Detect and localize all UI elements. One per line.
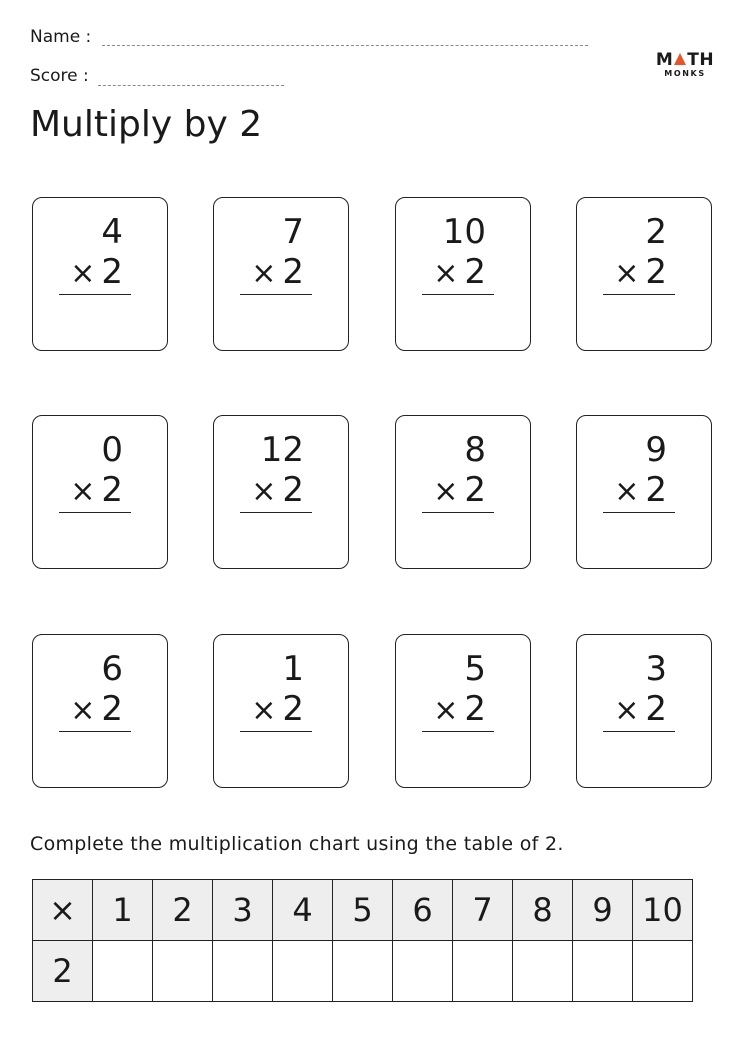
chart-answer-cell[interactable] — [93, 941, 153, 1002]
problem-multiplier-row — [70, 252, 123, 294]
problem-multiplier-row — [433, 252, 486, 294]
chart-row-header: 2 — [33, 941, 93, 1002]
problem-card[interactable] — [395, 634, 531, 788]
multiply-sign: × — [70, 474, 96, 509]
problem-multiplier: 2 — [464, 470, 486, 510]
chart-column-header: 5 — [333, 880, 393, 941]
problem-multiplier: 2 — [101, 252, 123, 292]
answer-line — [240, 512, 312, 513]
chart-answer-cell[interactable] — [573, 941, 633, 1002]
logo-triangle-icon — [674, 53, 686, 65]
logo-text-right: TH — [687, 50, 715, 70]
problem-multiplier-row — [251, 470, 304, 512]
multiply-sign: × — [433, 256, 459, 291]
logo-text-left: M — [655, 50, 674, 70]
chart-answer-cell[interactable] — [333, 941, 393, 1002]
answer-line — [59, 512, 131, 513]
problem-card[interactable] — [576, 634, 712, 788]
problem-card[interactable] — [395, 197, 531, 351]
problem-multiplicand: 10 — [442, 212, 486, 252]
chart-answer-cell[interactable] — [513, 941, 573, 1002]
answer-line — [422, 512, 494, 513]
problem-multiplicand: 3 — [645, 649, 667, 689]
chart-answer-cell[interactable] — [273, 941, 333, 1002]
problem-multiplier: 2 — [645, 470, 667, 510]
answer-line — [59, 731, 131, 732]
multiply-sign: × — [433, 693, 459, 728]
problem-multiplicand: 1 — [282, 649, 304, 689]
multiply-sign: × — [614, 474, 640, 509]
problem-card[interactable] — [32, 415, 168, 569]
chart-column-header: 4 — [273, 880, 333, 941]
answer-line — [603, 294, 675, 295]
problem-multiplier-row — [251, 252, 304, 294]
multiply-sign: × — [251, 693, 277, 728]
chart-answer-cell[interactable] — [213, 941, 273, 1002]
problem-multiplier-row — [614, 470, 667, 512]
answer-line — [603, 731, 675, 732]
answer-line — [59, 294, 131, 295]
chart-answer-cell[interactable] — [453, 941, 513, 1002]
problem-multiplicand: 8 — [464, 430, 486, 470]
problem-multiplicand: 12 — [260, 430, 304, 470]
problem-card[interactable] — [576, 415, 712, 569]
problem-multiplicand: 0 — [101, 430, 123, 470]
page-title: Multiply by 2 — [30, 104, 263, 145]
multiply-sign: × — [614, 256, 640, 291]
chart-header-row — [33, 880, 693, 941]
chart-corner-symbol: × — [33, 880, 93, 941]
chart-answer-cell[interactable] — [393, 941, 453, 1002]
multiply-sign: × — [433, 474, 459, 509]
problem-multiplicand: 2 — [645, 212, 667, 252]
name-label: Name : — [30, 27, 92, 47]
multiplication-chart — [32, 879, 693, 1002]
problem-card[interactable] — [32, 197, 168, 351]
answer-line — [240, 731, 312, 732]
problem-card[interactable] — [395, 415, 531, 569]
problem-multiplicand: 9 — [645, 430, 667, 470]
chart-column-header: 3 — [213, 880, 273, 941]
problem-multiplicand: 5 — [464, 649, 486, 689]
chart-answer-cell[interactable] — [153, 941, 213, 1002]
problem-multiplier-row — [70, 689, 123, 731]
problem-multiplicand: 7 — [282, 212, 304, 252]
multiply-sign: × — [70, 256, 96, 291]
problem-multiplier: 2 — [282, 470, 304, 510]
name-answer-line[interactable] — [102, 45, 588, 46]
answer-line — [422, 731, 494, 732]
problem-card[interactable] — [213, 197, 349, 351]
problem-multiplier: 2 — [101, 470, 123, 510]
multiply-sign: × — [614, 693, 640, 728]
chart-column-header: 10 — [633, 880, 693, 941]
answer-line — [422, 294, 494, 295]
multiply-sign: × — [251, 474, 277, 509]
problem-multiplier: 2 — [282, 689, 304, 729]
chart-column-header: 2 — [153, 880, 213, 941]
problem-multiplier-row — [433, 470, 486, 512]
answer-line — [240, 294, 312, 295]
problem-card[interactable] — [213, 415, 349, 569]
chart-column-header: 1 — [93, 880, 153, 941]
chart-answer-cell[interactable] — [633, 941, 693, 1002]
chart-column-header: 9 — [573, 880, 633, 941]
problem-multiplier: 2 — [101, 689, 123, 729]
multiply-sign: × — [70, 693, 96, 728]
problem-multiplier-row — [251, 689, 304, 731]
problem-multiplier: 2 — [464, 252, 486, 292]
chart-answer-row — [33, 941, 693, 1002]
problem-multiplier: 2 — [282, 252, 304, 292]
problem-multiplier-row — [70, 470, 123, 512]
problem-multiplier: 2 — [645, 689, 667, 729]
problem-multiplicand: 4 — [101, 212, 123, 252]
score-answer-line[interactable] — [98, 85, 284, 86]
logo-subtext: MONKS — [664, 69, 706, 78]
problem-multiplicand: 6 — [101, 649, 123, 689]
math-monks-logo — [655, 52, 715, 79]
problem-multiplier: 2 — [645, 252, 667, 292]
problem-card[interactable] — [213, 634, 349, 788]
chart-column-header: 6 — [393, 880, 453, 941]
chart-column-header: 8 — [513, 880, 573, 941]
problem-multiplier-row — [614, 252, 667, 294]
chart-instruction: Complete the multiplication chart using the table of 2. — [30, 833, 564, 855]
answer-line — [603, 512, 675, 513]
problem-multiplier-row — [433, 689, 486, 731]
problem-card[interactable] — [576, 197, 712, 351]
chart-column-header: 7 — [453, 880, 513, 941]
problem-multiplier: 2 — [464, 689, 486, 729]
problem-multiplier-row — [614, 689, 667, 731]
score-label: Score : — [30, 66, 89, 86]
multiply-sign: × — [251, 256, 277, 291]
problem-card[interactable] — [32, 634, 168, 788]
